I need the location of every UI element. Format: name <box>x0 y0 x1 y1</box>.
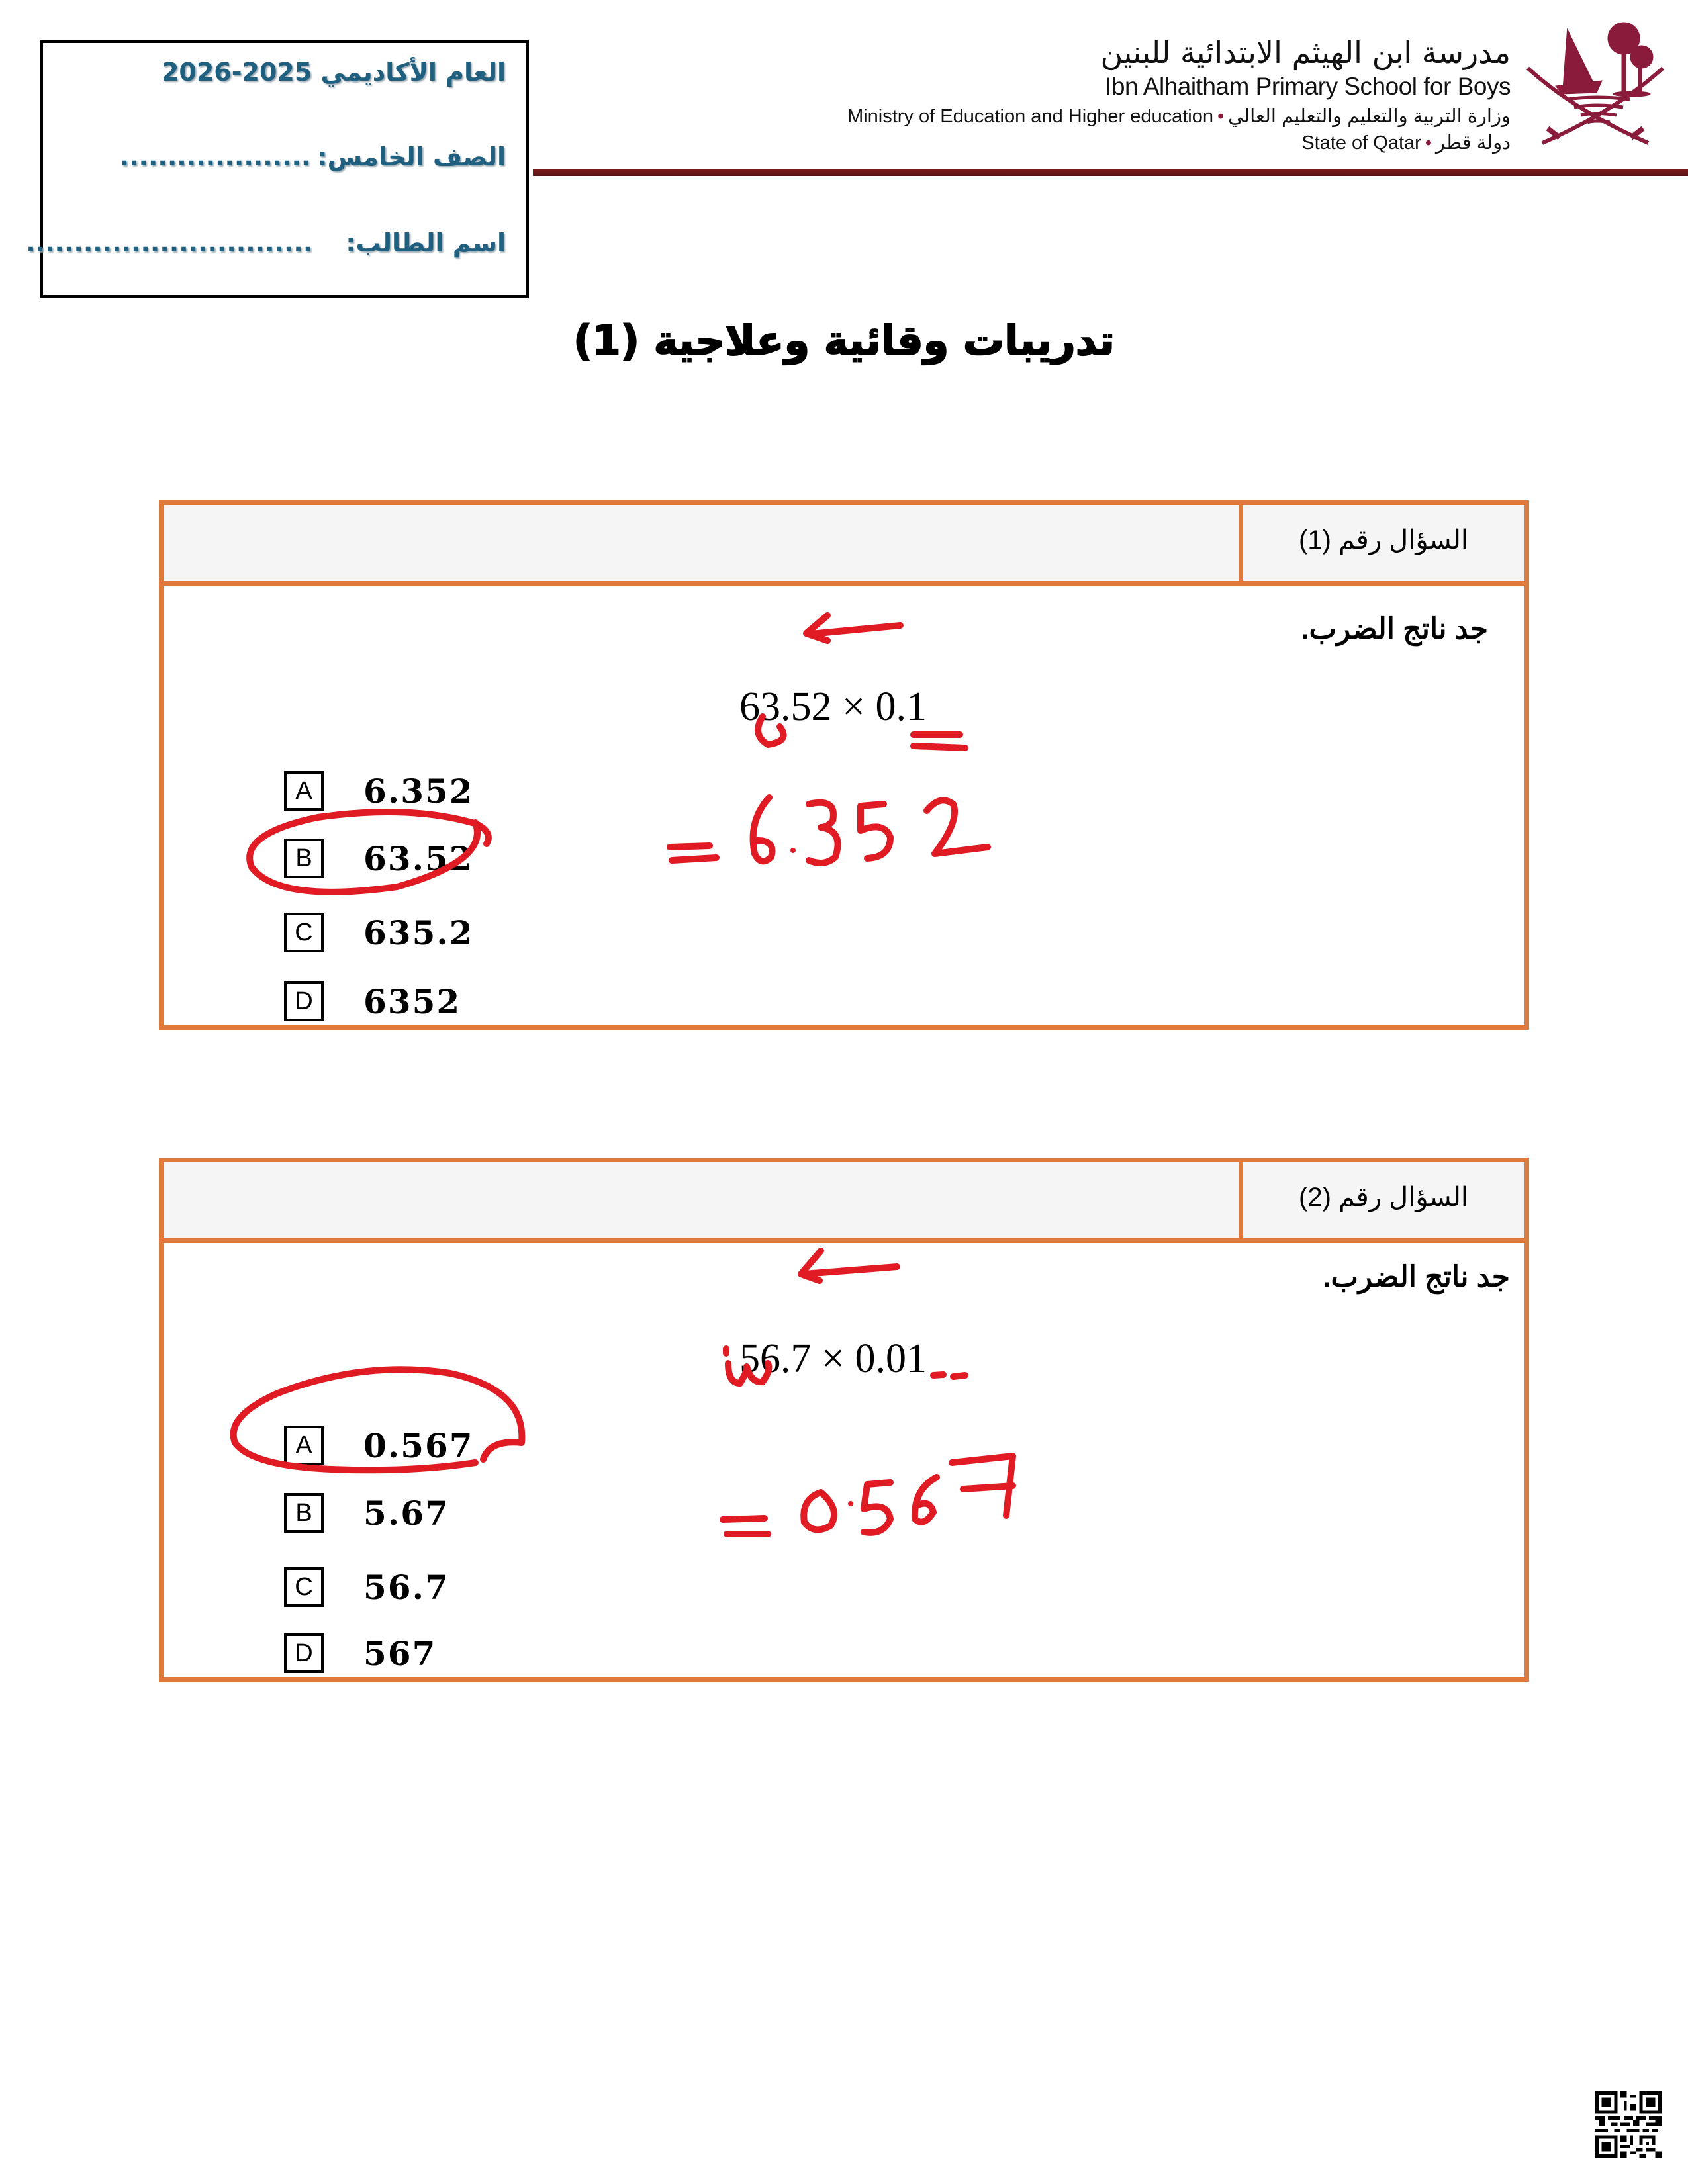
state-english: State of Qatar <box>1301 132 1421 154</box>
choice-c[interactable] <box>284 1566 449 1608</box>
question-card-1 <box>159 500 1529 1030</box>
grade-field <box>120 142 506 171</box>
academic-year: العام الأكاديمي 2025-2026 <box>161 58 506 87</box>
choice-a[interactable] <box>284 770 474 812</box>
school-name-english: Ibn Alhaitham Primary School for Boys <box>1105 73 1511 100</box>
question-header <box>164 505 1524 586</box>
choice-letter[interactable]: C <box>284 1567 324 1607</box>
math-expression: 56.7 × 0.01 <box>739 1336 927 1381</box>
question-card-2 <box>159 1158 1529 1682</box>
choice-value: 63.52 <box>363 839 474 878</box>
page-title: تدريبات وقائية وعلاجية (1) <box>573 316 1115 365</box>
header-divider <box>1239 505 1243 581</box>
ministry-arabic: وزارة التربية والتعليم والتعليم العالي <box>1228 106 1511 127</box>
qr-code-icon <box>1595 2091 1662 2158</box>
choice-c[interactable] <box>284 911 474 954</box>
choice-d[interactable] <box>284 1632 436 1674</box>
math-expression: 63.52 × 0.1 <box>739 684 927 729</box>
grade-label: الصف الخامس: <box>317 142 506 171</box>
grade-blank[interactable]: .................... <box>119 142 311 171</box>
ministry-english: Ministry of Education and Higher education <box>847 106 1214 127</box>
choice-value: 5.67 <box>363 1493 449 1533</box>
question-prompt: جد ناتج الضرب. <box>1301 613 1488 645</box>
choice-letter[interactable]: D <box>284 1633 324 1673</box>
choice-letter[interactable]: A <box>284 1426 324 1465</box>
state-line <box>1301 131 1511 154</box>
choice-a[interactable] <box>284 1424 474 1467</box>
student-name-blank[interactable]: .............................. <box>26 228 313 257</box>
choice-letter[interactable]: A <box>284 771 324 811</box>
bullet-icon: • <box>1217 106 1225 127</box>
student-name-field <box>26 228 506 257</box>
header-divider <box>1239 1162 1243 1238</box>
student-info-box <box>26 40 529 298</box>
choice-value: 6352 <box>363 981 461 1021</box>
choice-letter[interactable]: B <box>284 1493 324 1533</box>
ministry-line <box>847 105 1511 128</box>
choice-value: 56.7 <box>363 1567 449 1607</box>
choice-value: 567 <box>363 1633 437 1673</box>
choice-letter[interactable]: C <box>284 913 324 952</box>
school-name-arabic: مدرسة ابن الهيثم الابتدائية للبنين <box>1100 34 1511 70</box>
choice-value: 6.352 <box>363 771 474 811</box>
question-prompt: جد ناتج الضرب. <box>1323 1261 1510 1293</box>
choice-b[interactable] <box>284 837 474 880</box>
qatar-emblem-icon <box>1516 12 1675 151</box>
choice-letter[interactable]: D <box>284 981 324 1021</box>
choice-letter[interactable]: B <box>284 839 324 878</box>
question-number: السؤال رقم (1) <box>1298 525 1468 555</box>
header-rule <box>533 169 1688 176</box>
choice-b[interactable] <box>284 1492 449 1534</box>
question-number: السؤال رقم (2) <box>1298 1183 1468 1212</box>
choice-value: 0.567 <box>363 1426 474 1465</box>
bullet-icon: • <box>1425 132 1432 154</box>
choice-value: 635.2 <box>363 913 474 952</box>
choice-d[interactable] <box>284 980 461 1023</box>
state-arabic: دولة قطر <box>1435 132 1511 154</box>
student-name-label: اسم الطالب: <box>346 228 506 257</box>
question-header <box>164 1162 1524 1243</box>
